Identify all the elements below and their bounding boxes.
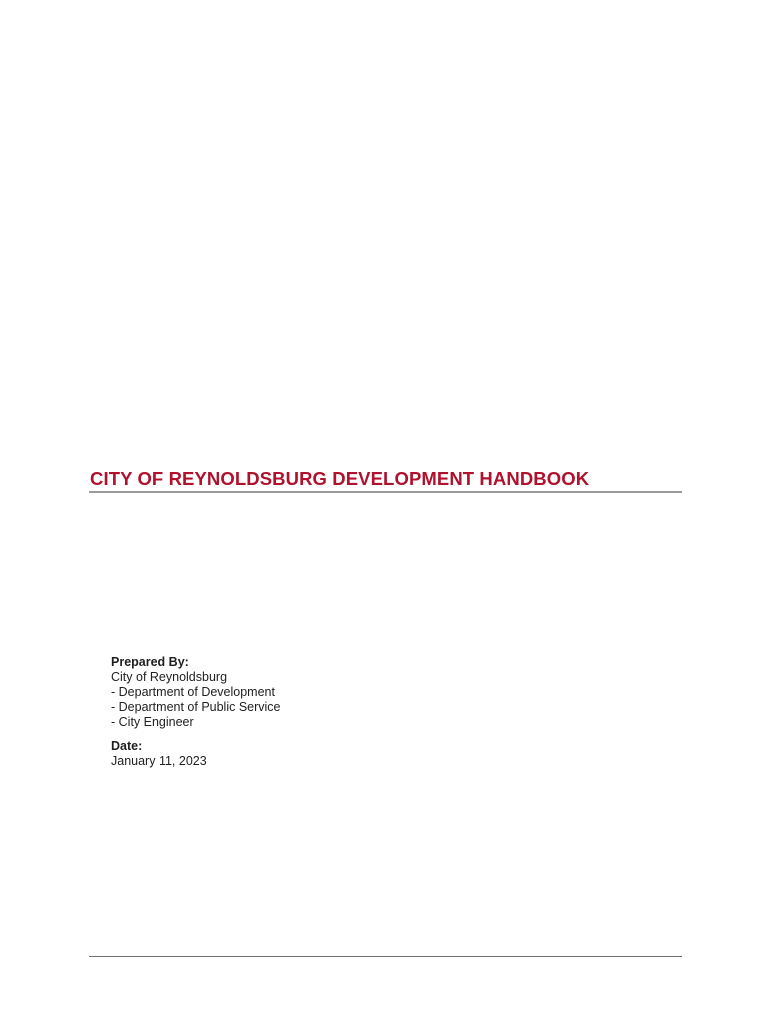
prepared-by-line-city-engineer: - City Engineer — [111, 715, 194, 729]
document-title: CITY OF REYNOLDSBURG DEVELOPMENT HANDBOOK — [90, 468, 590, 489]
prepared-by-line-organization: City of Reynoldsburg — [111, 670, 228, 684]
prepared-info-block — [111, 655, 511, 769]
section-spacer — [111, 730, 511, 739]
prepared-by-line-development: - Department of Development — [111, 685, 275, 699]
footer-rule — [89, 956, 682, 957]
date-label: Date: — [111, 739, 143, 753]
title-underline-rule — [89, 491, 682, 493]
prepared-by-line-public-service: - Department of Public Service — [111, 700, 281, 714]
prepared-by-label: Prepared By: — [111, 655, 189, 669]
date-value: January 11, 2023 — [111, 754, 207, 768]
